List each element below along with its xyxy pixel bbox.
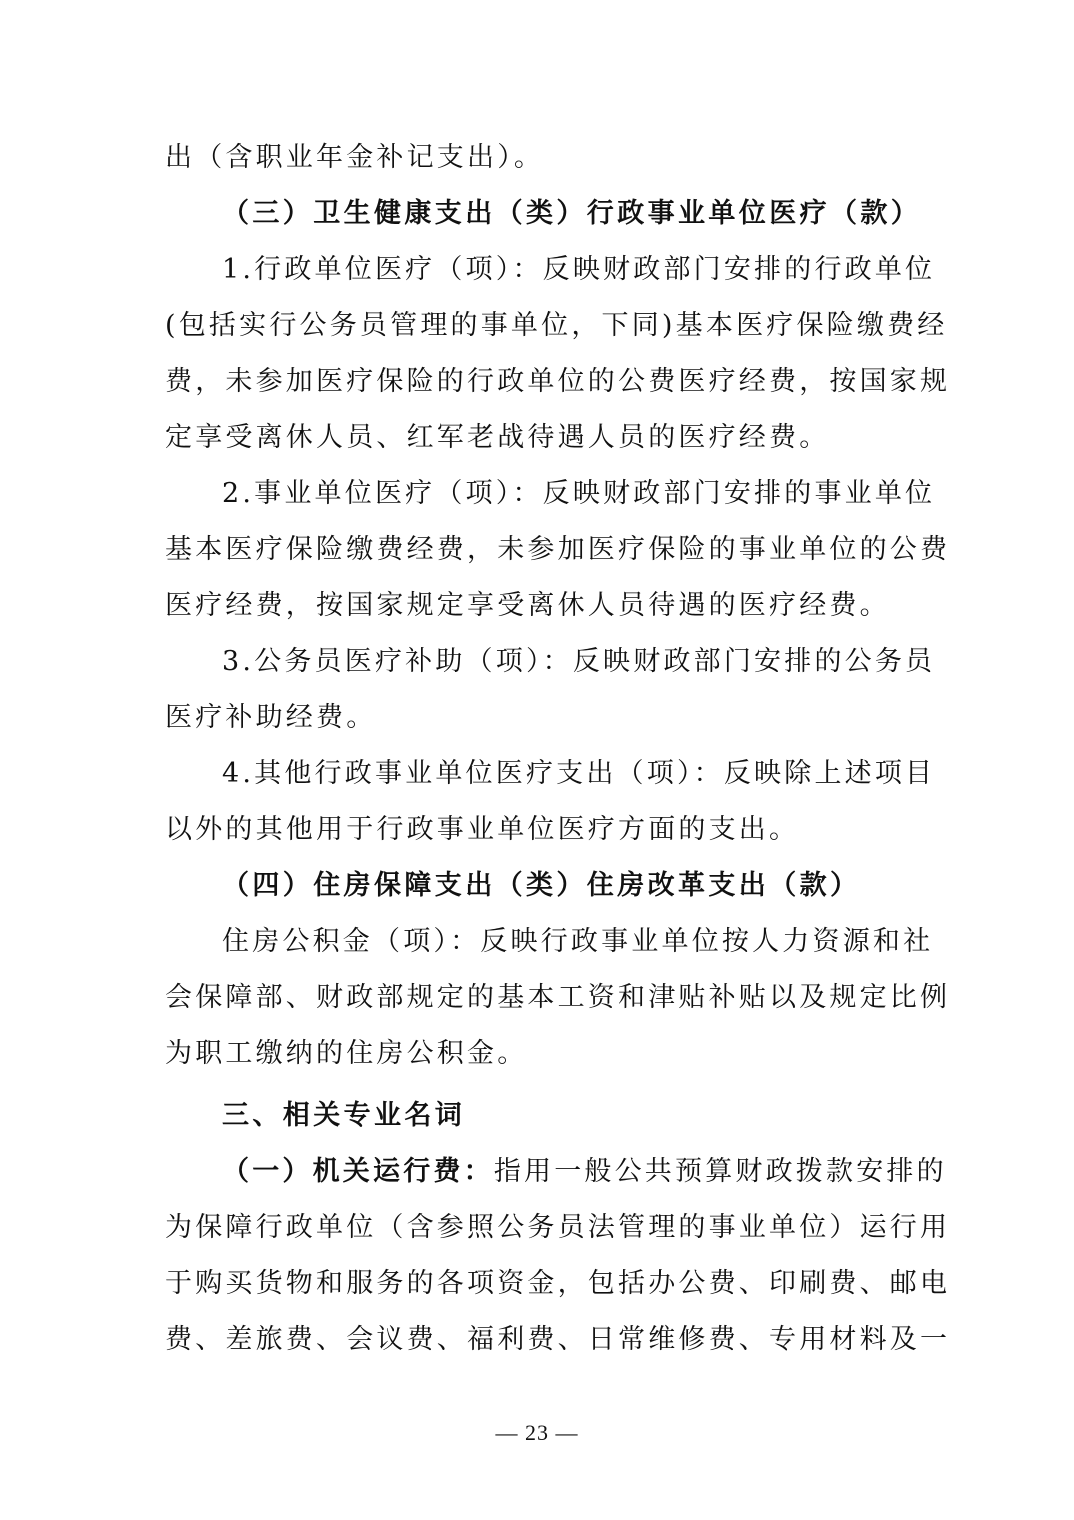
term-label: （一）机关运行费： bbox=[222, 1156, 494, 1187]
section-heading-housing: （四）住房保障支出（类）住房改革支出（款） bbox=[222, 870, 861, 901]
text-line-19 bbox=[222, 1152, 947, 1192]
text-line-17: 为职工缴纳的住房公积金。 bbox=[165, 1038, 528, 1069]
text-line-15: 住房公积金（项）：反映行政事业单位按人力资源和社 bbox=[222, 926, 934, 957]
section-heading-terms: 三、相关专业名词 bbox=[222, 1100, 466, 1131]
page-number: — 23 — bbox=[495, 1420, 579, 1445]
text-line-10: 3.公务员医疗补助（项）：反映财政部门安排的公务员 bbox=[222, 646, 936, 677]
text-line-3: 1.行政单位医疗（项）：反映财政部门安排的行政单位 bbox=[222, 254, 936, 285]
text-line-16: 会保障部、财政部规定的基本工资和津贴补贴以及规定比例 bbox=[165, 982, 951, 1013]
text-line-22: 费、差旅费、会议费、福利费、日常维修费、专用材料及一 bbox=[165, 1324, 951, 1355]
text-line-13: 以外的其他用于行政事业单位医疗方面的支出。 bbox=[165, 814, 800, 845]
text-line-11: 医疗补助经费。 bbox=[165, 702, 377, 733]
text-line-8: 基本医疗保险缴费经费，未参加医疗保险的事业单位的公费 bbox=[165, 534, 951, 565]
text-line-1: 出（含职业年金补记支出）。 bbox=[165, 142, 545, 173]
text-line-12: 4.其他行政事业单位医疗支出（项）：反映除上述项目 bbox=[222, 758, 936, 789]
text-line-5: 费，未参加医疗保险的行政单位的公费医疗经费，按国家规 bbox=[165, 366, 951, 397]
text-line-4: (包括实行公务员管理的事单位，下同)基本医疗保险缴费经 bbox=[165, 310, 948, 341]
section-heading-health: （三）卫生健康支出（类）行政事业单位医疗（款） bbox=[222, 198, 922, 229]
text-line-9: 医疗经费，按国家规定享受离休人员待遇的医疗经费。 bbox=[165, 590, 890, 621]
term-definition-start: 指用一般公共预算财政拨款安排的 bbox=[493, 1156, 947, 1187]
text-line-6: 定享受离休人员、红军老战待遇人员的医疗经费。 bbox=[165, 422, 830, 453]
text-line-20: 为保障行政单位（含参照公务员法管理的事业单位）运行用 bbox=[165, 1212, 951, 1243]
text-line-21: 于购买货物和服务的各项资金，包括办公费、印刷费、邮电 bbox=[165, 1268, 951, 1299]
text-line-7: 2.事业单位医疗（项）：反映财政部门安排的事业单位 bbox=[222, 478, 936, 509]
